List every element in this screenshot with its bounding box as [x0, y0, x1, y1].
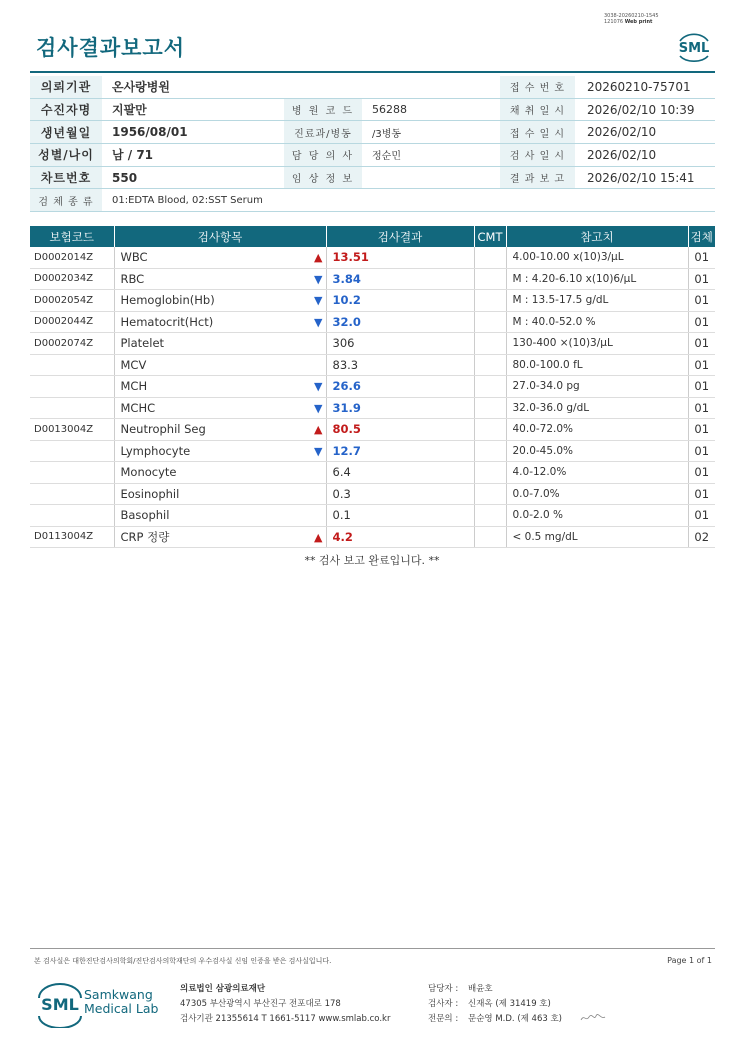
test-item-cell: [114, 483, 326, 505]
cmt-cell: [474, 419, 506, 441]
result-value-cell: 4.2: [326, 526, 474, 548]
test-item-cell: [114, 397, 326, 419]
samkwang-logo-mark: SML: [41, 995, 79, 1014]
insurance-code-cell: [30, 440, 114, 462]
low-flag-icon: ▼: [314, 444, 323, 458]
reference-range-cell: 4.0-12.0%: [506, 462, 688, 484]
reference-range-cell: < 0.5 mg/dL: [506, 526, 688, 548]
specimen-cell: 01: [688, 505, 715, 527]
cmt-cell: [474, 311, 506, 333]
reference-range-cell: M : 4.20-6.10 x(10)6/μL: [506, 268, 688, 290]
test-date-label: 검 사 일 시: [500, 144, 575, 167]
info-row: [30, 144, 715, 167]
top-rule: [30, 71, 715, 73]
table-row: [30, 483, 715, 505]
test-item-name: WBC: [120, 250, 148, 265]
logo-line1: Samkwang: [84, 987, 153, 1002]
sml-logo-text: SML: [678, 41, 710, 56]
col-cmt: CMT: [474, 226, 506, 247]
test-item-name: Basophil: [120, 508, 170, 523]
test-item-cell: [114, 311, 326, 333]
low-flag-icon: ▼: [314, 315, 323, 329]
cmt-cell: [474, 333, 506, 355]
specimen-type-value: 01:EDTA Blood, 02:SST Serum: [102, 189, 715, 212]
insurance-code-cell: D0002044Z: [30, 311, 114, 333]
signature-mark: [580, 1012, 606, 1024]
hospital-code-label: 병 원 코 드: [284, 98, 362, 121]
specimen-cell: 01: [688, 333, 715, 355]
test-item-name: RBC: [120, 271, 145, 286]
document-code-line2a: 121076: [604, 19, 624, 25]
collection-datetime-label: 채 취 일 시: [500, 98, 575, 121]
table-row: [30, 462, 715, 484]
col-insurance-code: 보험코드: [30, 226, 114, 247]
reference-range-cell: M : 40.0-52.0 %: [506, 311, 688, 333]
sex-age-value: 남 / 71: [102, 144, 284, 167]
reference-range-cell: 20.0-45.0%: [506, 440, 688, 462]
samkwang-logo-text: [84, 988, 158, 1016]
result-value-cell: 13.51: [326, 247, 474, 268]
sex-age-label: 성별/나이: [30, 144, 102, 167]
test-item-name: Platelet: [120, 336, 165, 351]
reference-range-cell: M : 13.5-17.5 g/dL: [506, 290, 688, 312]
specimen-cell: 01: [688, 354, 715, 376]
result-value-cell: 3.84: [326, 268, 474, 290]
specimen-cell: 01: [688, 311, 715, 333]
result-value-cell: 6.4: [326, 462, 474, 484]
test-item-name: Monocyte: [120, 465, 177, 480]
info-row: [30, 189, 715, 212]
result-value-cell: 0.1: [326, 505, 474, 527]
staff-specialist-label: 전문의 :: [428, 1014, 459, 1024]
page-number: Page 1 of 1: [667, 956, 712, 965]
birthdate-label: 생년월일: [30, 121, 102, 144]
cmt-cell: [474, 376, 506, 398]
test-item-cell: [114, 462, 326, 484]
result-value-cell: 0.3: [326, 483, 474, 505]
test-item-name: Eosinophil: [120, 486, 180, 501]
physician-value: 정순민: [362, 144, 500, 167]
staff-tester-name: 신재옥 (제 31419 호): [468, 999, 551, 1009]
cmt-cell: [474, 290, 506, 312]
cmt-cell: [474, 440, 506, 462]
specimen-cell: 01: [688, 419, 715, 441]
specimen-type-label: 검 체 종 류: [30, 189, 102, 212]
insurance-code-cell: [30, 354, 114, 376]
insurance-code-cell: D0002074Z: [30, 333, 114, 355]
patient-name-label: 수진자명: [30, 98, 102, 121]
reference-range-cell: 80.0-100.0 fL: [506, 354, 688, 376]
test-item-name: MCHC: [120, 400, 156, 415]
info-row: [30, 98, 715, 121]
insurance-code-cell: [30, 505, 114, 527]
table-row: [30, 440, 715, 462]
result-value-cell: 10.2: [326, 290, 474, 312]
test-date-value: 2026/02/10: [575, 144, 715, 167]
table-row: [30, 247, 715, 268]
org-contact: 검사기관 21355614 T 1661-5117 www.smlab.co.kr: [180, 1014, 391, 1024]
result-value-cell: 80.5: [326, 419, 474, 441]
table-row: [30, 333, 715, 355]
insurance-code-cell: D0113004Z: [30, 526, 114, 548]
insurance-code-cell: [30, 483, 114, 505]
physician-label: 담 당 의 사: [284, 144, 362, 167]
insurance-code-cell: [30, 376, 114, 398]
logo-line2: Medical Lab: [84, 1001, 159, 1016]
specimen-cell: 01: [688, 247, 715, 268]
cmt-cell: [474, 462, 506, 484]
reference-range-cell: 4.00-10.00 x(10)3/μL: [506, 247, 688, 268]
patient-info-table: [30, 76, 715, 212]
col-reference: 참고치: [506, 226, 688, 247]
test-item-name: Neutrophil Seg: [120, 422, 206, 437]
col-specimen: 검체: [688, 226, 715, 247]
results-table: [30, 226, 715, 548]
table-row: [30, 505, 715, 527]
staff-tester-label: 검사자 :: [428, 999, 459, 1009]
result-value-cell: 32.0: [326, 311, 474, 333]
footer-rule: [30, 948, 715, 949]
completion-message: ** 검사 보고 완료입니다. **: [304, 554, 440, 567]
specimen-cell: 01: [688, 462, 715, 484]
low-flag-icon: ▼: [314, 401, 323, 415]
insurance-code-cell: D0002034Z: [30, 268, 114, 290]
chart-number-value: 550: [102, 166, 284, 189]
organization-info: [180, 982, 390, 1027]
clinical-info-value: [362, 166, 500, 189]
result-value-cell: 31.9: [326, 397, 474, 419]
table-row: [30, 526, 715, 548]
specimen-cell: 01: [688, 440, 715, 462]
reference-range-cell: 32.0-36.0 g/dL: [506, 397, 688, 419]
high-flag-icon: ▲: [314, 251, 323, 264]
report-datetime-label: 결 과 보 고: [500, 166, 575, 189]
sml-logo-icon: [674, 26, 714, 66]
cmt-cell: [474, 483, 506, 505]
low-flag-icon: ▼: [314, 294, 323, 307]
test-item-name: Hemoglobin(Hb): [120, 293, 215, 308]
clinical-info-label: 임 상 정 보: [284, 166, 362, 189]
table-row: [30, 354, 715, 376]
patient-name-value: 지팔만: [102, 98, 284, 121]
reference-range-cell: 0.0-7.0%: [506, 483, 688, 505]
result-value-cell: 12.7: [326, 440, 474, 462]
receipt-number-value: 20260210-75701: [575, 76, 715, 98]
test-item-cell: [114, 247, 326, 268]
insurance-code-cell: D0013004Z: [30, 419, 114, 441]
reference-range-cell: 0.0-2.0 %: [506, 505, 688, 527]
staff-manager-label: 담당자 :: [428, 984, 459, 994]
table-row: [30, 311, 715, 333]
test-item-cell: [114, 268, 326, 290]
accreditation-note: 본 검사실은 대한진단검사의학회/진단검사의학재단의 우수검사실 신임 인증을 받은 검사실입니다.: [34, 957, 332, 965]
receipt-number-label: 접 수 번 호: [500, 76, 575, 98]
high-flag-icon: ▲: [314, 530, 323, 544]
staff-info: [428, 982, 562, 1027]
test-item-name: Lymphocyte: [120, 443, 191, 458]
cmt-cell: [474, 354, 506, 376]
chart-number-label: 차트번호: [30, 166, 102, 189]
specimen-cell: 02: [688, 526, 715, 548]
report-title: 검사결과보고서: [36, 36, 186, 60]
department-value: /3병동: [362, 121, 500, 144]
test-item-cell: [114, 376, 326, 398]
test-item-cell: [114, 290, 326, 312]
results-header-row: [30, 226, 715, 247]
test-item-name: Hematocrit(Hct): [120, 314, 214, 329]
test-item-cell: [114, 354, 326, 376]
info-row: [30, 121, 715, 144]
test-item-name: MCH: [120, 379, 148, 394]
requesting-org-label: 의뢰기관: [30, 76, 102, 98]
staff-specialist-name: 문순영 M.D. (제 463 호): [468, 1014, 563, 1024]
info-row: [30, 76, 715, 98]
collection-datetime-value: 2026/02/10 10:39: [575, 98, 715, 121]
web-print-label: Web print: [624, 19, 653, 25]
result-value-cell: 83.3: [326, 354, 474, 376]
document-code-line1: 3038-20260210-1545: [604, 13, 659, 19]
test-item-cell: [114, 526, 326, 548]
test-item-cell: [114, 440, 326, 462]
table-row: [30, 419, 715, 441]
result-value-cell: 306: [326, 333, 474, 355]
staff-manager-name: 배윤호: [468, 984, 493, 994]
table-row: [30, 290, 715, 312]
reference-range-cell: 27.0-34.0 pg: [506, 376, 688, 398]
requesting-org-value: 온사랑병원: [102, 76, 500, 98]
insurance-code-cell: [30, 397, 114, 419]
table-row: [30, 376, 715, 398]
specimen-cell: 01: [688, 397, 715, 419]
test-item-cell: [114, 505, 326, 527]
receipt-date-label: 접 수 일 시: [500, 121, 575, 144]
hospital-code-value: 56288: [362, 98, 500, 121]
document-code: [604, 13, 659, 25]
test-item-name: CRP 정량: [120, 529, 170, 544]
cmt-cell: [474, 397, 506, 419]
specimen-cell: 01: [688, 290, 715, 312]
insurance-code-cell: [30, 462, 114, 484]
test-item-name: MCV: [120, 357, 147, 372]
table-row: [30, 268, 715, 290]
specimen-cell: 01: [688, 483, 715, 505]
receipt-date-value: 2026/02/10: [575, 121, 715, 144]
test-item-cell: [114, 419, 326, 441]
birthdate-value: 1956/08/01: [102, 121, 284, 144]
department-label: 진료과/병동: [284, 121, 362, 144]
info-row: [30, 166, 715, 189]
insurance-code-cell: D0002054Z: [30, 290, 114, 312]
result-value-cell: 26.6: [326, 376, 474, 398]
table-row: [30, 397, 715, 419]
low-flag-icon: ▼: [314, 380, 323, 393]
reference-range-cell: 40.0-72.0%: [506, 419, 688, 441]
cmt-cell: [474, 268, 506, 290]
specimen-cell: 01: [688, 268, 715, 290]
insurance-code-cell: D0002014Z: [30, 247, 114, 268]
high-flag-icon: ▲: [314, 423, 323, 436]
col-test-item: 검사항목: [114, 226, 326, 247]
org-name: 의료법인 삼광의료재단: [180, 984, 266, 994]
specimen-cell: 01: [688, 376, 715, 398]
report-datetime-value: 2026/02/10 15:41: [575, 166, 715, 189]
col-result: 검사결과: [326, 226, 474, 247]
cmt-cell: [474, 526, 506, 548]
cmt-cell: [474, 247, 506, 268]
org-address: 47305 부산광역시 부산진구 전포대로 178: [180, 999, 341, 1009]
test-item-cell: [114, 333, 326, 355]
low-flag-icon: ▼: [314, 272, 323, 286]
cmt-cell: [474, 505, 506, 527]
reference-range-cell: 130-400 ×(10)3/μL: [506, 333, 688, 355]
